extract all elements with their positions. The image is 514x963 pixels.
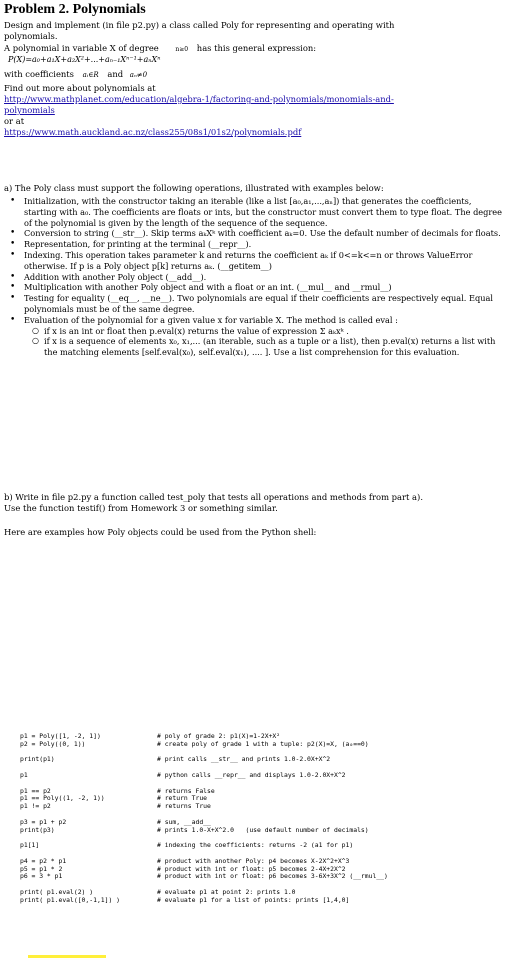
part-b-line-1: b) Write in file p2.py a function called test_poly that tests all operations and methods from part a). [4, 492, 423, 502]
bullet-text: Addition with another Poly object (__add__). [24, 271, 207, 282]
degree-text: A polynomial in variable X of degree [4, 43, 159, 53]
bullet-icon: • [10, 249, 16, 260]
bullet-text: Conversion to string (__str__). Skip terms aₖXᵏ with coefficient aₖ=0. Use the default number of decimals for floats. [24, 228, 501, 239]
bullet-item [4, 282, 504, 293]
coefficient-line [4, 69, 504, 81]
bullet-item [4, 196, 504, 228]
bullet-icon: • [10, 239, 16, 250]
mathplanet-link-cont[interactable]: polynomials [4, 105, 55, 115]
bullet-text: Indexing. This operation takes parameter k and returns the coefficient aₖ if 0<=k<=n or throws ValueError otherwise. If p is a Poly object p[k] returns aₖ. (__getitem__) [24, 249, 473, 271]
bullet-icon: • [10, 271, 16, 282]
degree-condition: n≥0 [175, 46, 189, 53]
part-b-line-2: Use the function testif() from Homework 3 or something similar. [4, 503, 278, 513]
coefficient-text: with coefficients [4, 69, 74, 79]
intro-line-1: Design and implement (in file p2.py) a class called Poly for representing and operating with [4, 20, 395, 30]
circle-bullet-icon: ○ [32, 325, 39, 335]
sub-bullet-item [4, 326, 504, 337]
bullet-icon: • [10, 228, 16, 239]
sub-bullet-text: if x is an int or float then p.eval(x) returns the value of expression Σ aₖxᵏ . [44, 325, 349, 336]
highlight-bar [28, 955, 106, 958]
bullet-item [4, 228, 504, 239]
bullet-text: Evaluation of the polynomial for a given value x for variable X. The method is called eval : [24, 314, 398, 325]
coefficient-real: aᵢ∈R [82, 71, 99, 79]
mathplanet-link[interactable]: http://www.mathplanet.com/education/algebra-1/factoring-and-polynomials/monomials-and- [4, 94, 394, 104]
general-expression-text: has this general expression: [196, 43, 317, 53]
page-title: Problem 2. Polynomials [4, 2, 146, 17]
bullet-text: Representation, for printing at the terminal (__repr__). [24, 239, 252, 250]
bullet-item [4, 293, 504, 315]
bullet-item [4, 250, 504, 272]
bullet-icon: • [10, 314, 16, 325]
examples-intro: Here are examples how Poly objects could be used from the Python shell: [4, 527, 317, 537]
code-block-comments: # poly of grade 2: p1(X)=1-2X+X² # create poly of grade 1 with a tuple: p2(X)=X, (a₀==0) # print calls __str__ and prints 1.0-2.0X+X^2 # python calls __repr__ and displays 1.0-2.0X+X^2 # returns False # return True # returns True # sum, __add__ # prints 1.0-X+X^2.0 (use default number of decimals) # indexing the coefficients: returns -2 (a1 for p1) # product with another Poly: p4 becomes X-2X^2+X^3 # product with int or float: p5 becomes 2-4X+2X^2 # product with int or float: p6 becomes 3-6X+3X^2 (__rmul__) # evaluate p1 at point 2: prints 1.0 # evaluate p1 for a list of points: prints [1,4,0] [157, 732, 388, 904]
part-a-bullets [4, 196, 504, 358]
bullet-item [4, 239, 504, 250]
bullet-item [4, 272, 504, 283]
coefficient-and: and [107, 69, 124, 79]
intro-line-3 [4, 43, 504, 55]
intro-line-2: polynomials. [4, 31, 58, 41]
sub-bullet-text: if x is a sequence of elements x₀, x₁,... (an iterable, such as a tuple or a list), then p.eval(x) returns a list with the matching elements [self.eval(x₀), self.eval(x₁), .... ]. Use a list comprehension for this evaluation. [44, 336, 496, 358]
or-at-text: or at [4, 116, 25, 126]
bullet-text: Multiplication with another Poly object and with a float or an int. (__mul__ and __rmul__) [24, 282, 392, 293]
find-more-text: Find out more about polynomials at [4, 83, 156, 93]
part-a-header: a) The Poly class must support the following operations, illustrated with examples below: [4, 183, 384, 193]
bullet-text: Testing for equality (__eq__, __ne__). Two polynomials are equal if their coefficients are respectively equal. Equal polynomials must be of the same degree. [24, 293, 494, 314]
bullet-icon: • [10, 196, 16, 206]
bullet-icon: • [10, 282, 16, 293]
bullet-text: Initialization, with the constructor taking an iterable (like a list [a₀,a₁,...,aₙ]) that generates the coefficients, starting with a₀. The coefficients are floats or ints, but the constructor must convert them to type float. The degree of the polynomial is given by the length of the sequence of the sequence. [24, 196, 502, 228]
circle-bullet-icon: ○ [32, 336, 39, 346]
polynomial-formula: P(X)=a₀+a₁X+a₂X²+...+aₙ₋₁Xⁿ⁻¹+aₙXⁿ [8, 55, 161, 64]
code-block-left: p1 = Poly([1, -2, 1]) p2 = Poly((0, 1)) print(p1) p1 p1 == p2 p1 == Poly((1, -2, 1)) p1 != p2 p3 = p1 + p2 print(p3) p1[1] p4 = p2 * p1 p5 = p1 * 2 p6 = 3 * p1 print( p1.eval(2) ) print( p1.eval([0,-1,1]) ) [20, 732, 121, 904]
bullet-item [4, 315, 504, 326]
bullet-icon: • [10, 293, 16, 304]
auckland-link[interactable]: https://www.math.auckland.ac.nz/class255/08s1/01s2/polynomials.pdf [4, 127, 302, 137]
coefficient-nonzero: aₙ≠0 [129, 71, 148, 79]
sub-bullet-item [4, 336, 504, 358]
